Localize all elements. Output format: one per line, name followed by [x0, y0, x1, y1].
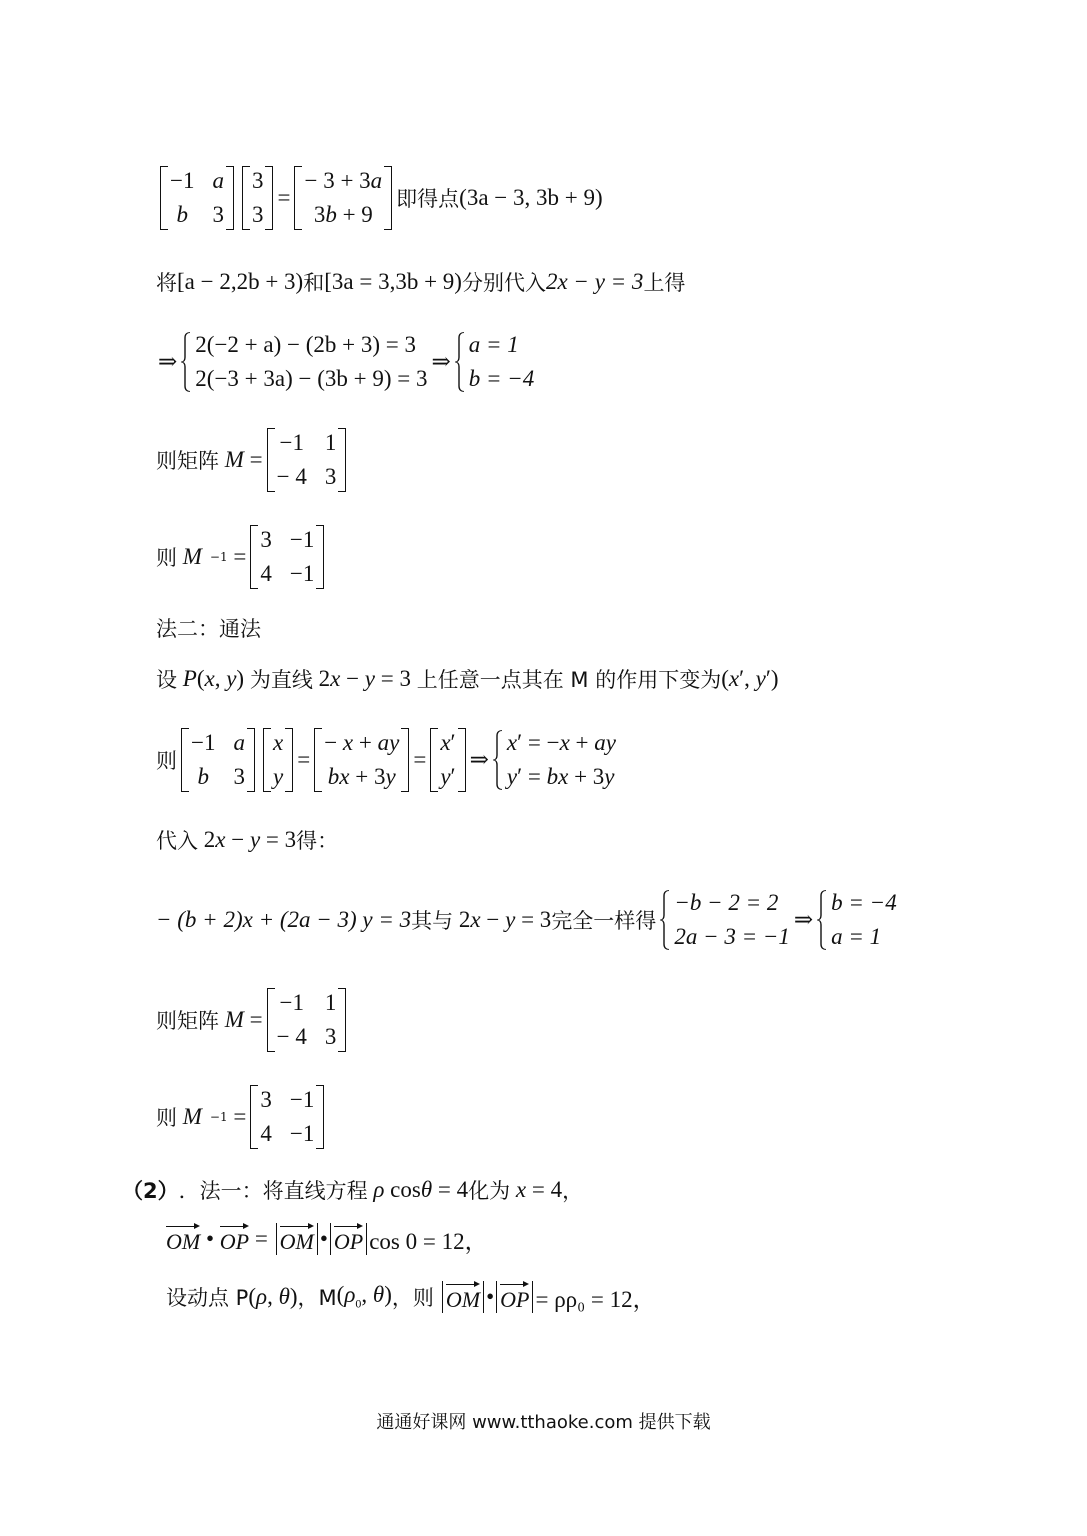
system-solution-1: a = 1 b = −4	[455, 332, 535, 392]
footer-source: 通通好课网 www.tthaoke.com 提供下载	[376, 1412, 711, 1433]
line-set-point: 设 P(x, y) 为直线 2x − y = 3 上任意一点其在 M 的作用下变为 (x′, y′)	[156, 666, 779, 692]
line-matrix-M-2: 则矩阵 M = −1 1 − 4 3	[156, 984, 350, 1056]
matrix-minus1-a-b-3: −1 a b 3	[160, 166, 234, 230]
line-substitute: 将 [a − 2,2b + 3) 和 [3a = 3,3b + 9) 分别代入 2x − y = 3 上得	[156, 269, 686, 295]
line-matrix-M-1: 则矩阵 M = −1 1 − 4 3	[156, 424, 350, 496]
text-get-point: 即得点	[396, 187, 460, 211]
matrix-general: −1 a b 3	[181, 728, 255, 792]
line-substitute-2: 代入 2x − y = 3 得：	[156, 827, 339, 853]
line-inverse-1: 则 M −1 = 3 −1 4 −1	[156, 522, 328, 592]
point-expression: (3a − 3, 3b + 9)	[459, 185, 603, 210]
line-matrix-product: −1 a b 3 3 3 = − 3 + 3a 3b + 9 即得点 (3a − 3, 3b + 9)	[156, 160, 603, 236]
line-compare: − (b + 2)x + (2a − 3) y = 3 其与 2x − y = 3 完全一样得 −b − 2 = 2 2a − 3 = −1 ⇒ b = −4 a = 1	[156, 890, 897, 949]
vector-3-3: 3 3	[242, 166, 274, 230]
matrix-M: −1 1 − 4 3	[267, 428, 347, 492]
line-general-product: 则 −1 a b 3 x y = − x + ay bx + 3y = x′ y′ ⇒ x′ = −x + ay y′ = bx + 3y	[156, 724, 620, 796]
line-system-1: ⇒ 2(−2 + a) − (2b + 3) = 3 2(−3 + 3a) − (3b + 9) = 3 ⇒ a = 1 b = −4	[158, 332, 535, 391]
method-two-title: 法二：通法	[156, 617, 261, 641]
line-part-two: （2） ．法一：将直线方程 ρ cosθ = 4 化为 x = 4 ，	[122, 1177, 584, 1203]
line-moving-point: 设动点 P (ρ, θ) ，M ($\rho_0$, θ) ，则 OM • OP = ρρ₀ = 12，	[166, 1282, 656, 1312]
line-inverse-2: 则 M −1 = 3 −1 4 −1	[156, 1082, 328, 1152]
line-dot-product: OM • OP = OM • OP cos 0 = 12，	[166, 1218, 488, 1260]
system-equations-1: 2(−2 + a) − (2b + 3) = 3 2(−3 + 3a) − (3b + 9) = 3	[181, 332, 427, 392]
matrix-M-inverse: 3 −1 4 −1	[250, 525, 324, 589]
vector-result: − 3 + 3a 3b + 9	[294, 166, 392, 230]
